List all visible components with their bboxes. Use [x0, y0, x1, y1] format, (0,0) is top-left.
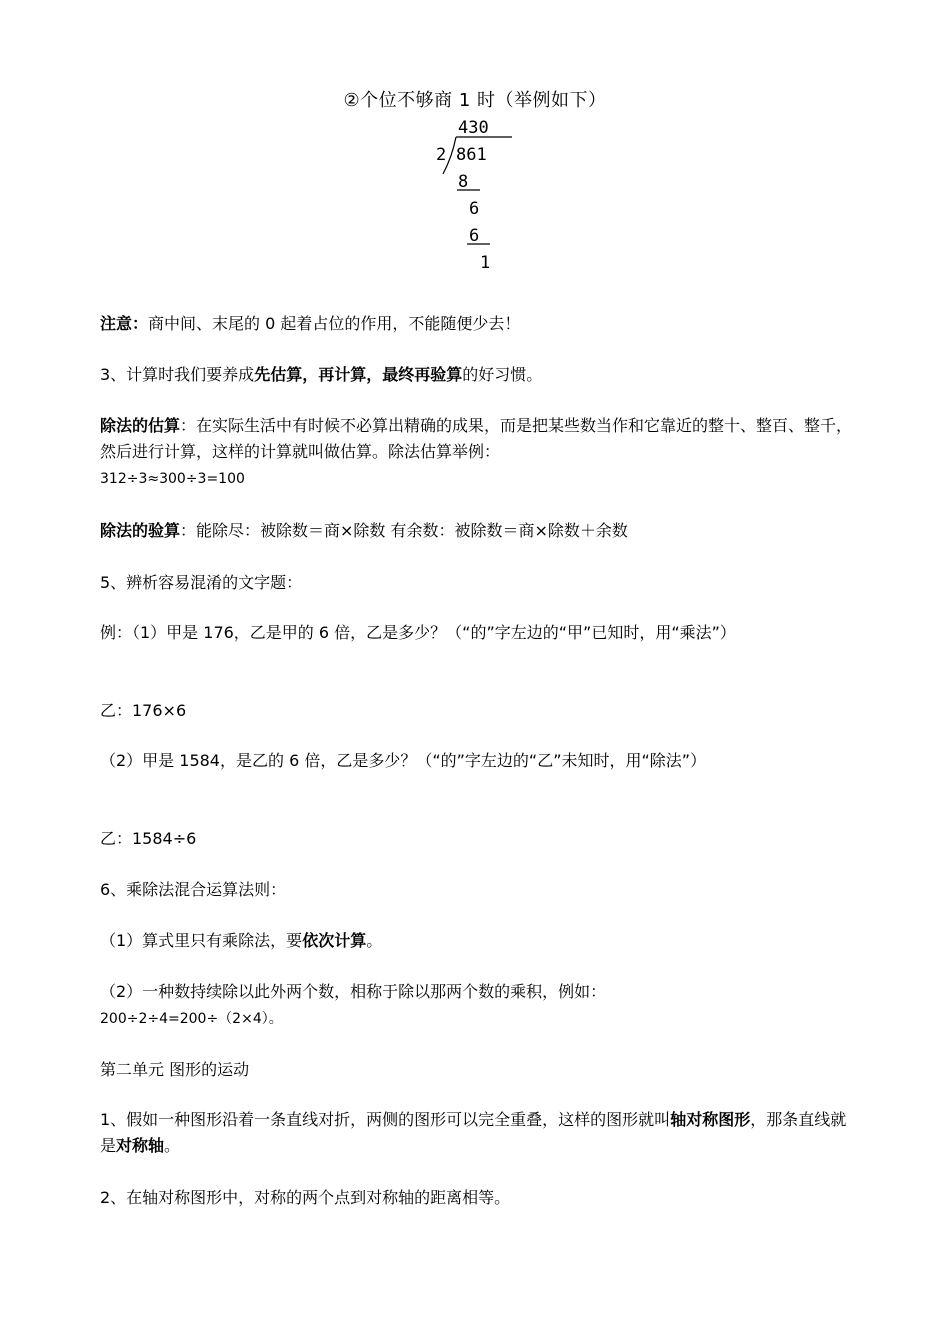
- estimate-example: 312÷3≈300÷3=100: [100, 471, 245, 487]
- rule1-emphasis: 依次计算: [302, 931, 367, 950]
- step1-rest: 6: [469, 199, 480, 219]
- symmetry-property: 2、在轴对称图形中，对称的两个点到对称轴的距离相等。: [100, 1188, 511, 1207]
- habit-text-start: 3、计算时我们要养成: [100, 365, 255, 384]
- example1-text: 例：（1）甲是 176，乙是甲的 6 倍，乙是多少？（“的”字左边的“甲”已知时，用“乘法”）: [100, 623, 736, 642]
- note-text: 商中间、末尾的 0 起着占位的作用，不能随便少去！: [148, 314, 521, 333]
- symmetry-definition: [100, 1107, 860, 1159]
- dividend: 861: [456, 145, 487, 165]
- check-paragraph: [100, 518, 860, 544]
- answer2: 乙：1584÷6: [100, 829, 197, 848]
- estimate-label: 除法的估算: [100, 416, 181, 435]
- quotient: 430: [458, 118, 489, 138]
- note-label: 注意：: [100, 314, 149, 333]
- symmetry-text-mid: ，那条直线就是: [100, 1110, 847, 1155]
- estimate-paragraph: [100, 413, 860, 492]
- check-label: 除法的验算: [100, 521, 181, 540]
- habit-paragraph: [100, 362, 860, 388]
- rule2-example: 200÷2÷4=200÷（2×4）。: [100, 1011, 283, 1027]
- check-text: ：能除尽：被除数＝商×除数 有余数：被除数＝商×除数＋余数: [180, 521, 628, 540]
- note-paragraph: [100, 311, 860, 337]
- rule2: [100, 979, 860, 1032]
- symmetry-term: 轴对称图形: [670, 1110, 751, 1129]
- section5-title: 5、辨析容易混淆的文字题：: [100, 573, 303, 592]
- rule2-text: （2）一种数持续除以此外两个数，相称于除以那两个数的乘积，例如：: [100, 982, 607, 1001]
- rule1-text: （1）算式里只有乘除法，要: [100, 931, 303, 950]
- habit-text-end: 的好习惯。: [462, 365, 543, 384]
- remainder: 1: [480, 253, 491, 273]
- step1-product: 8: [458, 172, 469, 192]
- long-division-example: [428, 112, 538, 282]
- answer1: 乙：176×6: [100, 701, 187, 720]
- rule1-end: 。: [366, 931, 383, 950]
- axis-term: 对称轴: [116, 1136, 165, 1155]
- symmetry-text-end: 。: [164, 1136, 181, 1155]
- section6-title: 6、乘除法混合运算法则：: [100, 880, 287, 899]
- step2-product: 6: [469, 226, 480, 246]
- symmetry-text: 1、假如一种图形沿着一条直线对折，两侧的图形可以完全重叠，这样的图形就叫: [100, 1110, 671, 1129]
- estimate-text: ：在实际生活中有时候不必算出精确的成果，而是把某些数当作和它靠近的整十、整百、整千，然后进行计算，这样的计算就叫做估算。除法估算举例：: [100, 416, 853, 461]
- example2-text: （2）甲是 1584，是乙的 6 倍，乙是多少？（“的”字左边的“乙”未知时，用“除法”）: [100, 751, 707, 770]
- rule1: [100, 928, 860, 954]
- example-heading: ②个位不够商 1 时（举例如下）: [343, 90, 607, 111]
- habit-emphasis: 先估算，再计算，最终再验算: [254, 365, 463, 384]
- divisor: 2: [436, 145, 447, 165]
- unit2-title: 第二单元 图形的运动: [100, 1060, 250, 1079]
